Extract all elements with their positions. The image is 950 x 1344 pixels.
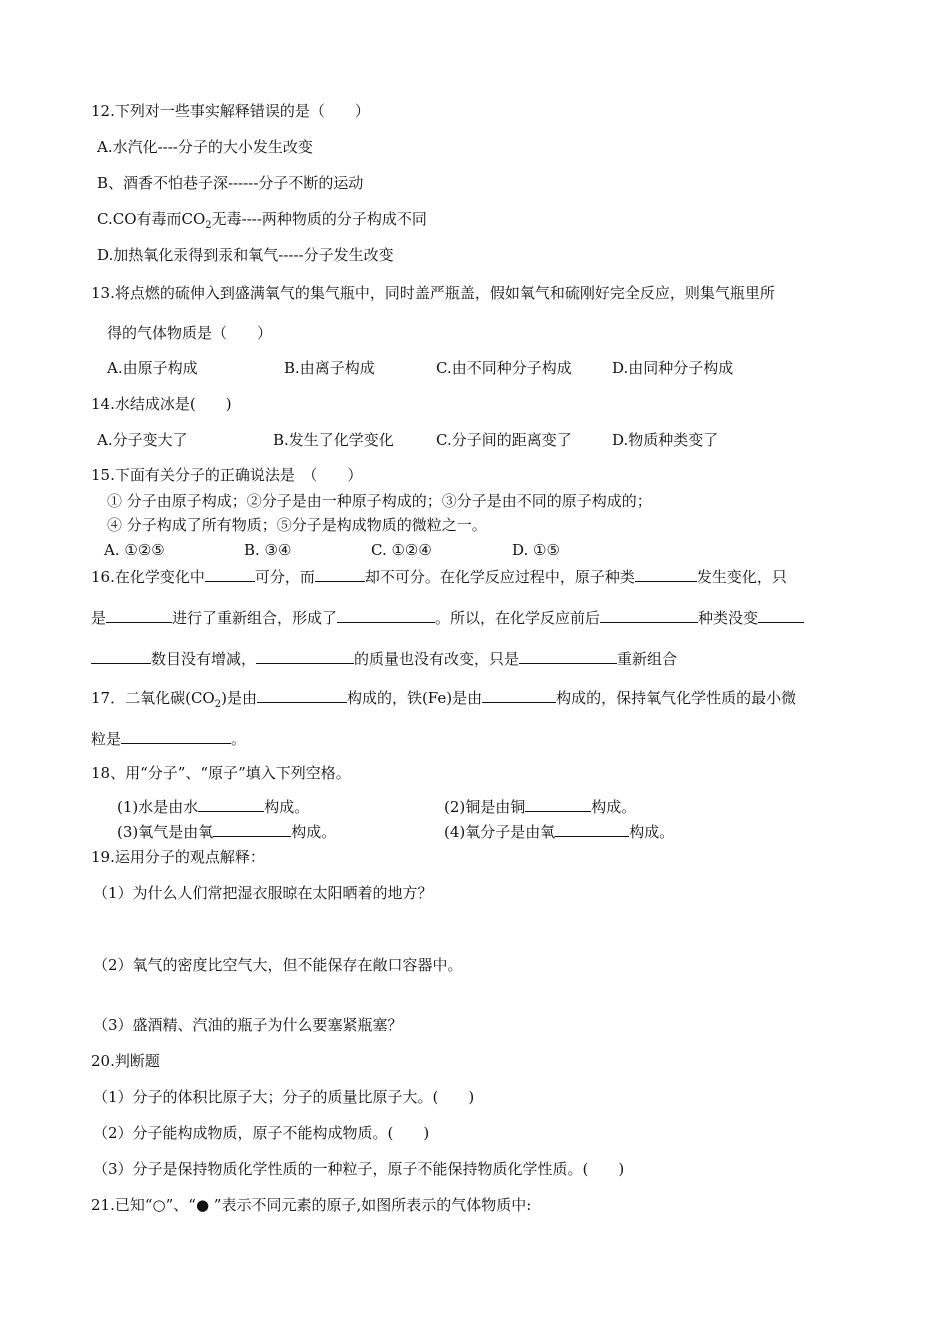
q18-row-1: [0, 797, 950, 817]
q16-line3: [91, 649, 677, 669]
q12-c-pre: C.CO有毒而CO: [97, 210, 206, 228]
q13-stem-line1: 13.将点燃的硫伸入到盛满氧气的集气瓶中，同时盖严瓶盖，假如氧气和硫刚好完全反应，则集气瓶里所: [91, 284, 775, 302]
q17-part3: 构成的，铁(Fe)是由: [346, 689, 483, 707]
q16-blank-10[interactable]: [519, 649, 617, 664]
q15-option-b: B. ③④: [244, 541, 292, 559]
q16-blank-3[interactable]: [635, 567, 697, 582]
q17-subscript: 2: [214, 699, 222, 710]
q15-statement-2: ④ 分子构成了所有物质；⑤分子是构成物质的微粒之一。: [107, 516, 487, 534]
q12-c-subscript: 2: [205, 220, 212, 231]
q16-part1: 16.在化学变化中: [91, 568, 205, 586]
q16-blank-7[interactable]: [758, 608, 804, 623]
q13-stem-line2: 得的气体物质是（ ）: [107, 324, 273, 342]
q16-line1: [91, 567, 787, 587]
q14-option-b: B.发生了化学变化: [273, 431, 394, 449]
q18-blank-2[interactable]: [525, 797, 591, 812]
q21-stem: 21.已知“○”、“● ”表示不同元素的原子,如图所表示的气体物质中:: [91, 1196, 532, 1214]
q15-option-d: D. ①⑤: [512, 541, 560, 559]
q16-line2: [91, 608, 804, 628]
q18-item-1: [117, 797, 309, 817]
q17-part2: )是由: [221, 689, 257, 707]
q18-item-4: [444, 822, 674, 842]
q13-options: [0, 358, 950, 378]
q12-option-c: [97, 209, 427, 229]
q15-option-c: C. ①②④: [371, 541, 432, 559]
q17-blank-2[interactable]: [482, 688, 556, 703]
q17-line1: [91, 688, 796, 708]
q18-blank-3[interactable]: [213, 822, 291, 837]
q18-item-3-post: 构成。: [291, 823, 337, 841]
q19-stem: 19.运用分子的观点解释：: [91, 848, 265, 866]
q13-option-a: A.由原子构成: [107, 359, 198, 377]
q16-part11: 重新组合: [617, 650, 678, 668]
q17-line2: [91, 729, 246, 749]
q16-blank-8[interactable]: [91, 649, 151, 664]
q19-item-1: （1）为什么人们常把湿衣服晾在太阳晒着的地方？: [93, 884, 433, 902]
q17-blank-3[interactable]: [121, 729, 231, 744]
q16-blank-9[interactable]: [256, 649, 354, 664]
q18-item-4-pre: (4)氧分子是由氧: [444, 823, 556, 841]
q17-part1: 17．二氧化碳(CO: [91, 689, 215, 707]
q12-c-post: 无毒----两种物质的分子构成不同: [211, 210, 427, 228]
q20-item-1: （1）分子的体积比原子大；分子的质量比原子大。( ): [93, 1088, 475, 1106]
q18-stem: 18、用“分子”、“原子”填入下列空格。: [91, 764, 351, 782]
q12-option-d: D.加热氧化汞得到汞和氧气-----分子发生改变: [97, 246, 394, 264]
q15-option-a: A. ①②⑤: [104, 541, 165, 559]
q15-statement-1: ① 分子由原子构成；②分子是由一种原子构成的；③分子是由不同的原子构成的；: [107, 492, 652, 510]
q13-option-d: D.由同种分子构成: [612, 359, 734, 377]
q18-item-3-pre: (3)氧气是由氧: [117, 823, 214, 841]
q16-part5: 是: [91, 609, 107, 627]
q17-part4: 构成的，保持氧气化学性质的最小微: [556, 689, 797, 707]
q13-option-c: C.由不同种分子构成: [436, 359, 572, 377]
q13-option-b: B.由离子构成: [284, 359, 375, 377]
q16-part9: 数目没有增减，: [151, 650, 257, 668]
q18-item-4-post: 构成。: [629, 823, 675, 841]
q14-options: [0, 430, 950, 450]
q17-part6: 。: [231, 730, 247, 748]
q19-item-2: （2）氧气的密度比空气大，但不能保存在敞口容器中。: [93, 956, 463, 974]
q16-blank-4[interactable]: [106, 608, 172, 623]
q16-part10: 的质量也没有改变，只是: [354, 650, 520, 668]
q18-item-1-post: 构成。: [264, 798, 310, 816]
q20-stem: 20.判断题: [91, 1052, 160, 1070]
q17-part5: 粒是: [91, 730, 122, 748]
q19-item-3: （3）盛酒精、汽油的瓶子为什么要塞紧瓶塞？: [93, 1016, 403, 1034]
q18-item-2-pre: (2)铜是由铜: [444, 798, 526, 816]
q16-blank-5[interactable]: [337, 608, 435, 623]
q16-blank-2[interactable]: [315, 567, 365, 582]
q18-item-2: [444, 797, 636, 817]
q15-options: [0, 540, 950, 560]
q15-stem: 15.下面有关分子的正确说法是 （ ）: [91, 466, 363, 484]
q16-part7: 。所以，在化学反应前后: [435, 609, 601, 627]
q18-item-1-pre: (1)水是由水: [117, 798, 199, 816]
q20-item-2: （2）分子能构成物质，原子不能构成物质。( ): [93, 1124, 430, 1142]
q18-blank-4[interactable]: [555, 822, 629, 837]
q16-blank-6[interactable]: [600, 608, 698, 623]
q12-option-b: B、酒香不怕巷子深------分子不断的运动: [97, 174, 364, 192]
q18-item-3: [117, 822, 336, 842]
q18-blank-1[interactable]: [198, 797, 264, 812]
q17-blank-1[interactable]: [257, 688, 347, 703]
q12-option-a: A.水汽化----分子的大小发生改变: [97, 138, 313, 156]
q16-part4: 发生变化，只: [696, 568, 787, 586]
q18-row-2: [0, 822, 950, 842]
q20-item-3: （3）分子是保持物质化学性质的一种粒子，原子不能保持物质化学性质。( ): [93, 1160, 625, 1178]
q12-stem: 12.下列对一些事实解释错误的是（ ）: [91, 102, 370, 120]
q16-part3: 却不可分。在化学反应过程中，原子种类: [364, 568, 635, 586]
q14-option-d: D.物质种类变了: [612, 431, 719, 449]
q16-blank-1[interactable]: [205, 567, 255, 582]
q14-option-c: C.分子间的距离变了: [436, 431, 572, 449]
q18-item-2-post: 构成。: [591, 798, 637, 816]
q16-part6: 进行了重新组合，形成了: [172, 609, 338, 627]
q14-stem: 14.水结成冰是( ): [91, 395, 232, 413]
q16-part2: 可分，而: [254, 568, 315, 586]
q14-option-a: A.分子变大了: [97, 431, 188, 449]
q16-part8: 种类没变: [698, 609, 759, 627]
